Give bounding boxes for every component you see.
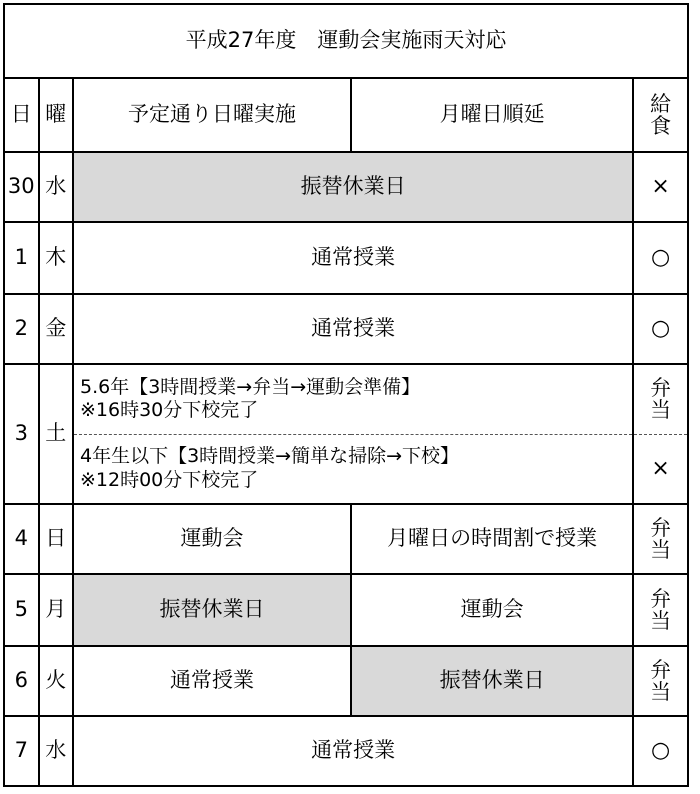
header-meal-text: 給食 (650, 91, 672, 138)
table-row (4, 434, 688, 504)
plan-a-cell: 振替休業日 (73, 574, 351, 646)
header-weekday: 曜 (39, 78, 74, 152)
weekday-cell: 水 (39, 716, 74, 786)
table-title: 平成27年度 運動会実施雨天対応 (4, 4, 688, 78)
title-row (4, 4, 688, 78)
day-cell: 4 (4, 504, 39, 574)
day-cell: 6 (4, 646, 39, 716)
meal-cell (633, 574, 688, 646)
meal-cell (633, 646, 688, 716)
weekday-cell: 月 (39, 574, 74, 646)
plan-b-cell: 運動会 (351, 574, 633, 646)
weekday-cell: 木 (39, 222, 74, 294)
saturday-lower-line1: 4年生以下【3時間授業→簡単な掃除→下校】 (80, 445, 460, 467)
meal-text: 弁当 (650, 376, 672, 423)
day-cell: 30 (4, 152, 39, 222)
meal-cell: ○ (633, 294, 688, 364)
day-cell: 2 (4, 294, 39, 364)
table-row (4, 646, 688, 716)
meal-cell: × (633, 434, 688, 504)
table-row (4, 716, 688, 786)
saturday-upper-line2: ※16時30分下校完了 (80, 399, 259, 422)
weekday-cell: 金 (39, 294, 74, 364)
day-cell: 3 (4, 364, 39, 504)
saturday-upper-schedule (73, 364, 633, 434)
header-plan-a: 予定通り日曜実施 (73, 78, 351, 152)
day-cell: 1 (4, 222, 39, 294)
weekday-cell: 火 (39, 646, 74, 716)
meal-text: 弁当 (650, 586, 672, 633)
day-cell: 7 (4, 716, 39, 786)
weekday-cell: 日 (39, 504, 74, 574)
weekday-cell: 土 (39, 364, 74, 504)
header-plan-b: 月曜日順延 (351, 78, 633, 152)
schedule-table-container (3, 3, 689, 787)
schedule-cell: 振替休業日 (73, 152, 633, 222)
saturday-lower-line2: ※12時00分下校完了 (80, 468, 259, 491)
meal-cell (633, 364, 688, 434)
saturday-upper-line1: 5.6年【3時間授業→弁当→運動会準備】 (80, 375, 421, 398)
day-cell: 5 (4, 574, 39, 646)
meal-cell: ○ (633, 716, 688, 786)
meal-cell: ○ (633, 222, 688, 294)
plan-a-cell: 運動会 (73, 504, 351, 574)
sports-day-schedule-table (3, 3, 689, 787)
plan-a-cell: 通常授業 (73, 646, 351, 716)
schedule-cell: 通常授業 (73, 294, 633, 364)
header-meal (633, 78, 688, 152)
weekday-cell: 水 (39, 152, 74, 222)
table-row (4, 364, 688, 434)
table-row (4, 152, 688, 222)
schedule-cell: 通常授業 (73, 716, 633, 786)
meal-cell (633, 504, 688, 574)
plan-b-cell: 月曜日の時間割で授業 (351, 504, 633, 574)
schedule-cell: 通常授業 (73, 222, 633, 294)
table-row (4, 222, 688, 294)
saturday-lower-schedule (73, 434, 633, 504)
header-day: 日 (4, 78, 39, 152)
table-row (4, 504, 688, 574)
meal-text: 弁当 (650, 657, 672, 704)
plan-b-cell: 振替休業日 (351, 646, 633, 716)
header-row (4, 78, 688, 152)
meal-text: 弁当 (650, 515, 672, 562)
table-row (4, 574, 688, 646)
meal-cell: × (633, 152, 688, 222)
table-row (4, 294, 688, 364)
